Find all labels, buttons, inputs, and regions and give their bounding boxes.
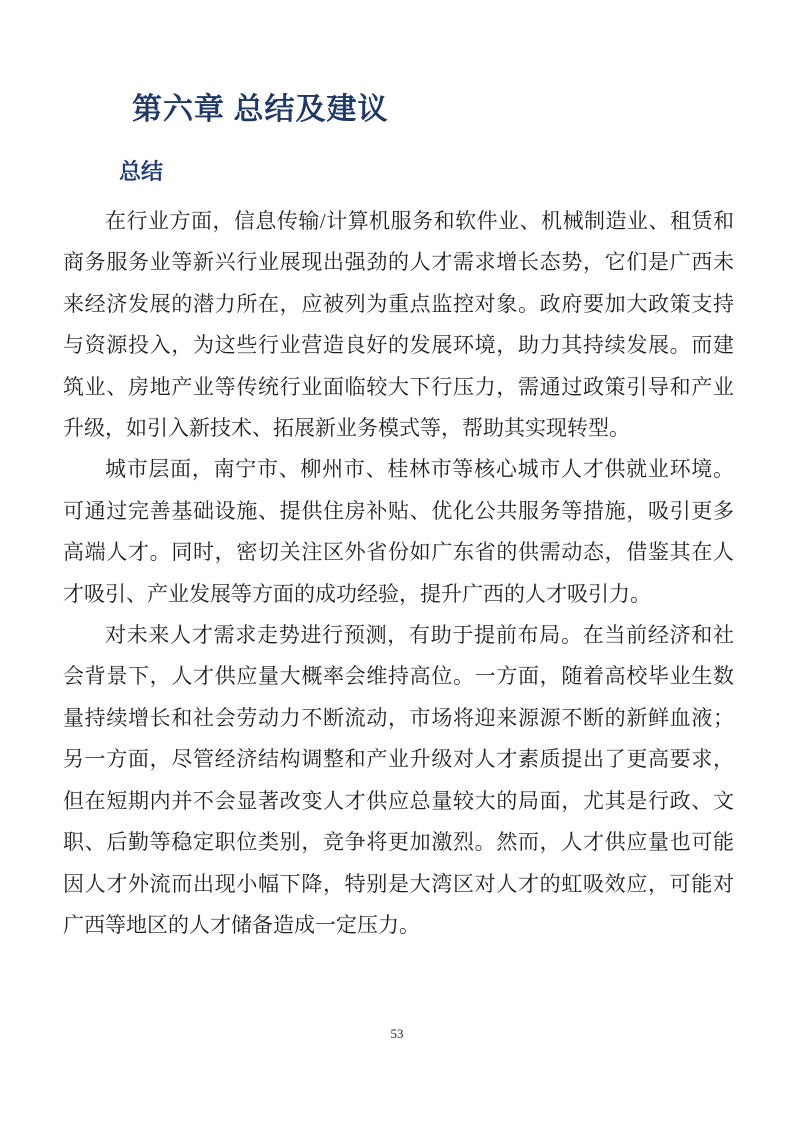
section-heading: 总结 (119, 159, 164, 184)
page-number: 53 (390, 1026, 404, 1041)
paragraph-forecast: 对未来人才需求走势进行预测，有助于提前布局。在当前经济和社会背景下，人才供应量大概率会维持高位。一方面，随着高校毕业生数量持续增长和社会劳动力不断流动，市场将迎来源源不断的新鲜血液；另一方面，尽管经济结构调整和产业升级对人才素质提出了更高要求，但在短期内并不会显著改变人才供应总量较大的局面，尤其是行政、文职、后勤等稳定职位类别，竞争将更加激烈。然而，人才供应量也可能因人才外流而出现小幅下降，特别是大湾区对人才的虹吸效应，可能对广西等地区的人才储备造成一定压力。 (63, 623, 734, 937)
paragraph-cities: 城市层面，南宁市、柳州市、桂林市等核心城市人才供就业环境。可通过完善基础设施、提供住房补贴、优化公共服务等措施，吸引更多高端人才。同时，密切关注区外省份如广东省的供需动态，借鉴其在人才吸引、产业发展等方面的成功经验，提升广西的人才吸引力。 (63, 457, 734, 606)
chapter-title: 第六章 总结及建议 (132, 93, 389, 126)
body-text (63, 201, 734, 946)
paragraph-industry: 在行业方面，信息传输/计算机服务和软件业、机械制造业、租赁和商务服务业等新兴行业展现出强劲的人才需求增长态势，它们是广西未来经济发展的潜力所在，应被列为重点监控对象。政府要加大政策支持与资源投入，为这些行业营造良好的发展环境，助力其持续发展。而建筑业、房地产业等传统行业面临较大下行压力，需通过政策引导和产业升级，如引入新技术、拓展新业务模式等，帮助其实现转型。 (63, 209, 734, 441)
